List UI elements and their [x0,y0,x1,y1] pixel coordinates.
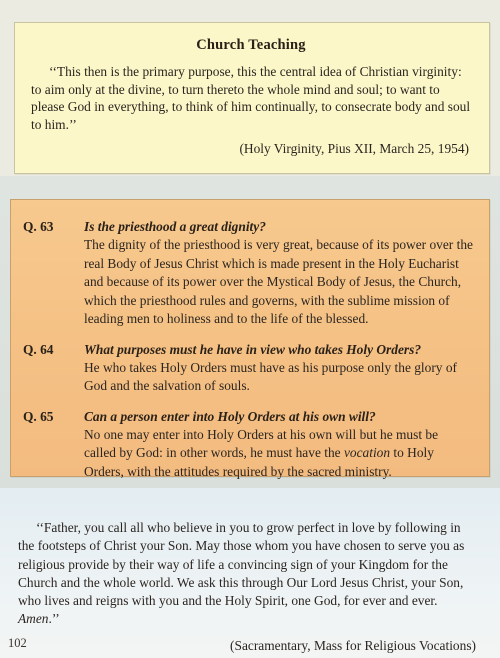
prayer-block [18,519,478,655]
prayer-body: ‘‘Father, you call all who believe in you to grow perfect in love by following in the footsteps of Christ your Son. May those whom you have chosen to serve you as religious provide by their way of life a convincing sign of your Kingdom for the Church and the whole world. We ask this through Our Lord Jesus Christ, your Son, who lives and reigns with you and the Holy Spirit, one God, for ever and ever. [18,520,465,609]
qa-body [84,218,473,329]
question-text: Is the priesthood a great dignity? [84,219,266,234]
answer-text-end: to Holy Orders, with the attitudes required by the sacred ministry. [84,445,434,479]
prayer-citation: (Sacramentary, Mass for Religious Vocations) [230,637,476,653]
prayer-text [18,519,478,629]
question-text: What purposes must he have in view who takes Holy Orders? [84,341,422,357]
church-teaching-title: Church Teaching [196,37,306,53]
answer-text: He who takes Holy Orders must have as his purpose only the glory of God and the salvation of souls. [84,359,458,393]
catechism-box [10,199,490,477]
catechism-item-64 [23,341,473,396]
question-text: Can a person enter into Holy Orders at his own will? [84,408,376,424]
answer-text: The dignity of the priesthood is very great, because of its power over the real Body of Jesus Christ which is made present in the Holy Eucharist and because of its power over the Mystical Body of Jesus, the Church, which the priesthood rules and governs, with the sublime mission of leading men to holiness and to the life of the blessed. [84,237,473,326]
question-number: Q. 63 [23,219,54,234]
qa-body [84,408,473,482]
catechism-item-63 [23,218,473,329]
qa-body [84,341,473,396]
page-number: 102 [8,636,27,650]
church-teaching-quote: ‘‘This then is the primary purpose, this the central idea of Christian virginity: to aim only at the divine, to turn thereto the whole mind and soul; to want to please God in everything, to think of him continually, to consecrate body and soul to him.’’ [31,64,471,132]
question-number: Q. 65 [23,408,54,424]
prayer-closing-quote: .’’ [48,611,60,627]
answer-text [84,426,473,482]
answer-text-start: No one may enter into Holy Orders at his own will but he must be called by God: in other words, he must have the [84,426,439,460]
catechism-item-65 [23,408,473,482]
prayer-amen: Amen [18,611,49,627]
answer-emphasis: vocation [343,445,391,460]
church-teaching-box [14,22,490,174]
question-number: Q. 64 [23,341,54,357]
church-teaching-citation: (Holy Virginity, Pius XII, March 25, 1954) [239,141,469,156]
